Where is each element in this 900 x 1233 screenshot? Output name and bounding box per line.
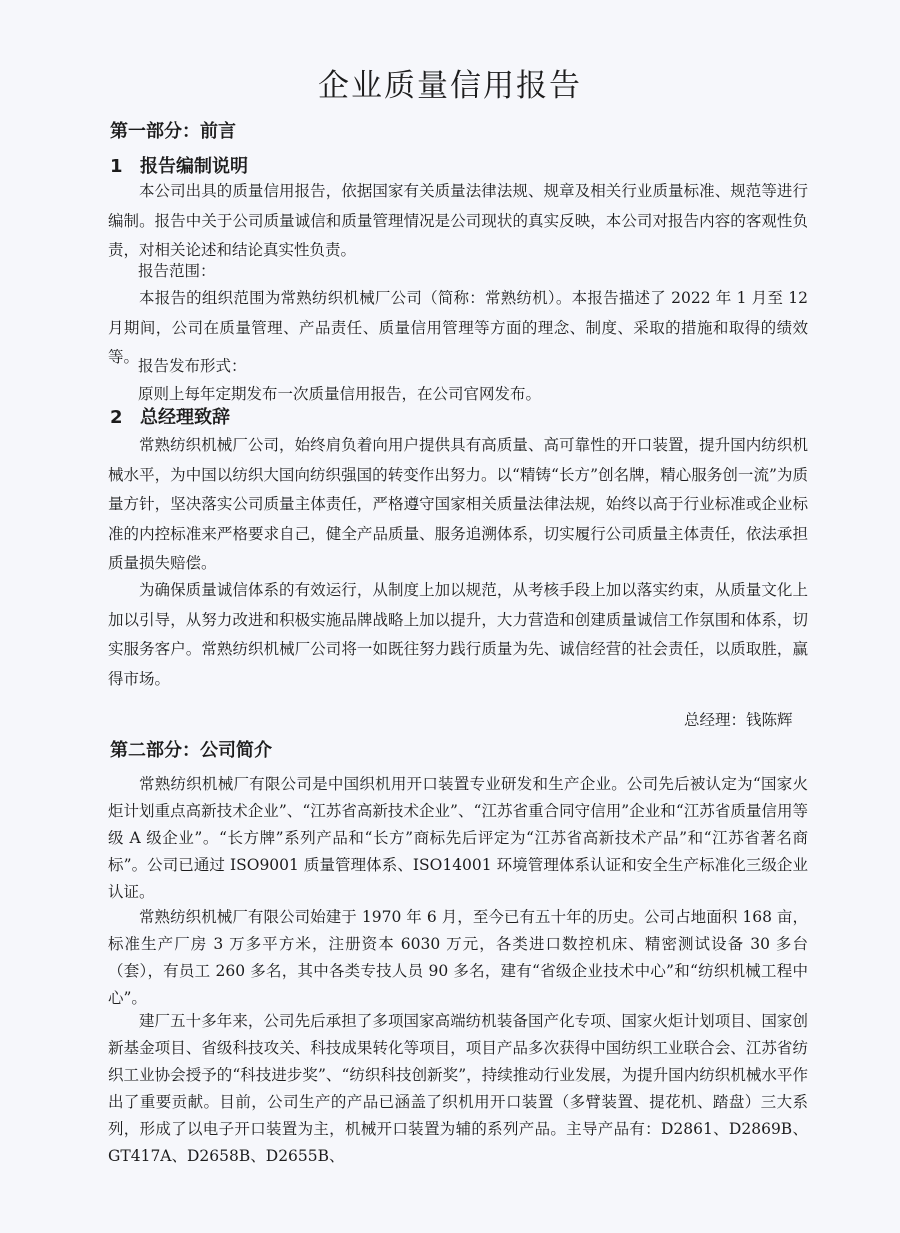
section1-paragraph-3: 原则上每年定期发布一次质量信用报告，在公司官网发布。 bbox=[138, 385, 542, 403]
section1-paragraph-2: 本报告的组织范围为常熟纺织机械厂公司（简称：常熟纺机）。本报告描述了 2022 年 1 月至 12 月期间，公司在质量管理、产品责任、质量信用管理等方面的理念、制度、采取的措施和取得的绩效等。 bbox=[108, 289, 808, 366]
section2-title: 总经理致辞 bbox=[140, 407, 230, 428]
section2-paragraph-2: 为确保质量诚信体系的有效运行，从制度上加以规范，从考核手段上加以落实约束，从质量文化上加以引导，从努力改进和积极实施品牌战略上加以提升，大力营造和创建质量诚信工作氛围和体系，切实服务客户。常熟纺织机械厂公司将一如既往努力践行质量为先、诚信经营的社会责任，以质取胜，赢得市场。 bbox=[108, 581, 808, 688]
section2-heading bbox=[110, 403, 230, 429]
release-label: 报告发布形式： bbox=[138, 357, 247, 375]
part1-heading: 第一部分：前言 bbox=[110, 121, 236, 142]
section2-number: 2 bbox=[110, 407, 123, 428]
part2-paragraph-3: 建厂五十多年来，公司先后承担了多项国家高端纺机装备国产化专项、国家火炬计划项目、国家创新基金项目、省级科技攻关、科技成果转化等项目，项目产品多次获得中国纺织工业联合会、江苏省纺织工业协会授予的“科技进步奖”、“纺织科技创新奖”，持续推动行业发展，为提升国内纺织机械水平作出了重要贡献。目前，公司生产的产品已涵盖了织机用开口装置（多臂装置、提花机、踏盘）三大系列，形成了以电子开口装置为主，机械开口装置为辅的系列产品。主导产品有：D2861、D2869B、GT417A、D2658B、D2655B、 bbox=[108, 1012, 808, 1165]
part2-paragraph-1: 常熟纺织机械厂有限公司是中国织机用开口装置专业研发和生产企业。公司先后被认定为“国家火炬计划重点高新技术企业”、“江苏省高新技术企业”、“江苏省重合同守信用”企业和“江苏省质量信用等级 A 级企业”。“长方牌”系列产品和“长方”商标先后评定为“江苏省高新技术产品”和“江苏省著名商标”。公司已通过 ISO9001 质量管理体系、ISO14001 环境管理体系认证和安全生产标准化三级企业认证。 bbox=[108, 775, 808, 901]
section1-heading bbox=[110, 152, 248, 178]
part2-heading: 第二部分：公司简介 bbox=[110, 740, 272, 761]
section1-paragraph-1: 本公司出具的质量信用报告，依据国家有关质量法律法规、规章及相关行业质量标准、规范等进行编制。报告中关于公司质量诚信和质量管理情况是公司现状的真实反映，本公司对报告内容的客观性负责，对相关论述和结论真实性负责。 bbox=[108, 182, 808, 259]
report-title: 企业质量信用报告 bbox=[318, 68, 582, 104]
scope-label: 报告范围： bbox=[138, 262, 216, 280]
part2-paragraph-2: 常熟纺织机械厂有限公司始建于 1970 年 6 月，至今已有五十年的历史。公司占地面积 168 亩，标准生产厂房 3 万多平方米，注册资本 6030 万元，各类进口数控机床、精密测试设备 30 多台（套），有员工 260 多名，其中各类专技人员 90 多名，建有“省级企业技术中心”和“纺织机械工程中心”。 bbox=[108, 908, 808, 1007]
section1-title: 报告编制说明 bbox=[140, 156, 248, 177]
section2-paragraph-1: 常熟纺织机械厂公司，始终肩负着向用户提供具有高质量、高可靠性的开口装置，提升国内纺织机械水平，为中国以纺织大国向纺织强国的转变作出努力。以“精铸“长方”创名牌，精心服务创一流”为质量方针，坚决落实公司质量主体责任，严格遵守国家相关质量法律法规，始终以高于行业标准或企业标准的内控标准来严格要求自己，健全产品质量、服务追溯体系，切实履行公司质量主体责任，依法承担质量损失赔偿。 bbox=[108, 436, 808, 572]
signature: 总经理：钱陈辉 bbox=[684, 711, 793, 729]
section1-number: 1 bbox=[110, 156, 123, 177]
